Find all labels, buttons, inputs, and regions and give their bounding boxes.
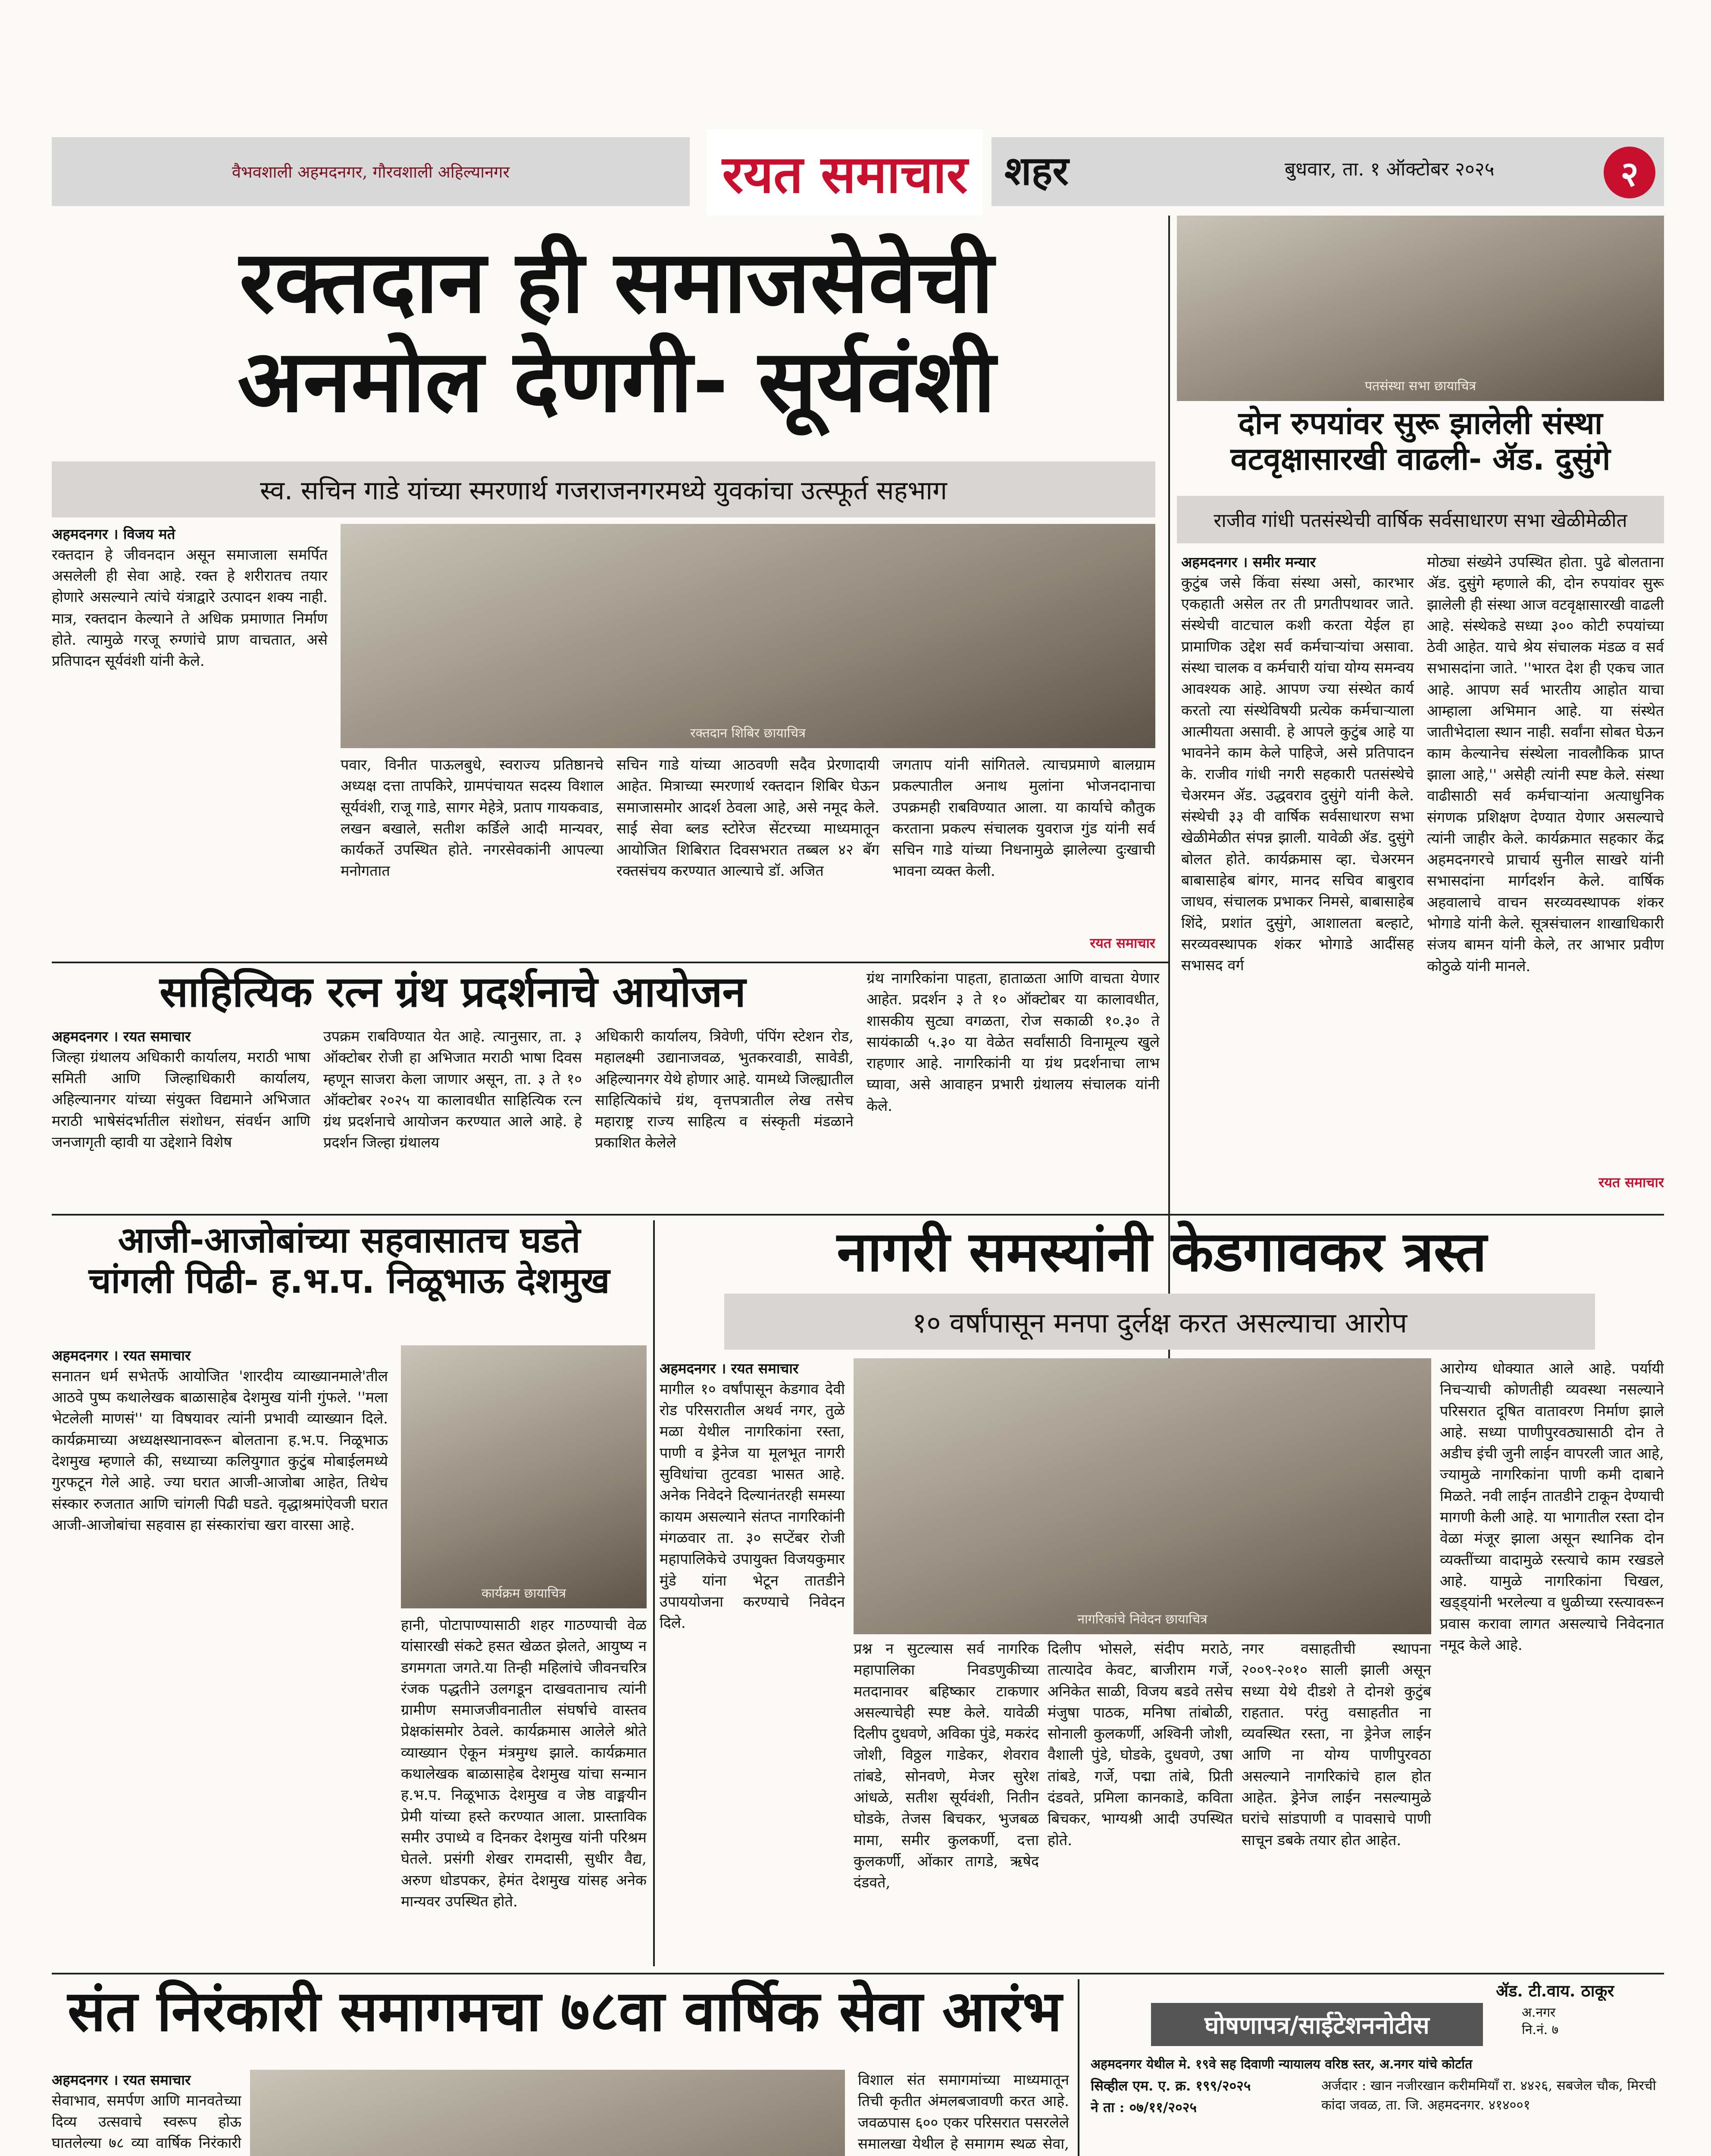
art2-subtitle: राजीव गांधी पतसंस्थेची वार्षिक सर्वसाधारण सभा खेळीमेळीत [1177,496,1664,543]
art6-photo [250,2070,845,2156]
art2-title [1177,405,1664,492]
art5-body3: दिलीप भोसले, संदीप मराठे, तात्यादेव केवट, बाजीराम गर्जे, अनिकेत साळी, विजय बडवे तसेच मंजुषा पाठक, मनिषा तांबोळी, सोनाली कुलकर्णी, अश्विनी जोशी, वैशाली पुंडे, घोडके, दुधवणे, उषा तांबडे, गर्जे, पद्मा तांबे, प्रिती दंडवते, प्रमिला कानकाडे, कविता बिचकर, भाग्यश्री आदी उपस्थित होते. [1048,1640,1233,1849]
art2-body2: मोठ्या संख्येने उपस्थित होता. पुढे बोलताना ॲड. दुसुंगे म्हणाले की, दोन रुपयांवर सुरू झालेली ही संस्था आज वटवृक्षासारखी वाढली आहे. संस्थेकडे सध्या ३०० कोटी रुपयांच्या ठेवी आहेत. याचे श्रेय संचालक मंडळ व सर्व सभासदांना जाते. ''भारत देश ही एकच जात आहे. आपण सर्व भारतीय आहोत याचा आम्हाला अभिमान आहे. या संस्थेत जातीभेदाला स्थान नाही. सर्वांना सोबत घेऊन काम केल्यानेच संस्थेला नावलौकिक प्राप्त झाला आहे,'' असेही त्यांनी स्पष्ट केले. संस्था वाढीसाठी सर्व कर्मचाऱ्यांना अत्याधुनिक संगणक प्रशिक्षण देण्यात येणार असल्याचे त्यांनी जाहीर केले. कार्यक्रमात सहकार केंद्र अहमदनगरचे प्राचार्य सुनील साखरे यांनी सभासदांना मार्गदर्शन केले. वार्षिक अहवालाचे वाचन सरव्यवस्थापक शंकर भोगाडे यांनी केले. सूत्रसंचालन शाखाधिकारी संजय बामन यांनी केले, तर आभार प्रवीण कोठुळे यांनी मानले. [1427,554,1664,975]
art1-subtitle: स्व. सचिन गाडे यांच्या स्मरणार्थ गजराजनगरमध्ये युवकांचा उत्स्फूर्त सहभाग [52,461,1155,517]
divider [1078,1979,1079,2156]
art5-photo: नागरिकांचे निवेदन छायाचित्र [854,1358,1431,1634]
divider [52,1214,1664,1216]
masthead: रयत समाचार [707,129,983,216]
art3-col1 [52,1026,310,1207]
art1-body3: सचिन गाडे यांच्या आठवणी सदैव प्रेरणादायी आहेत. मित्राच्या स्मरणार्थ रक्तदान शिबिर घेऊन समाजासमोर आदर्श ठेवला आहे, असे नमूद केले. साई सेवा ब्लड स्टोरेज सेंटरच्या माध्यमातून आयोजित शिबिरात दिवसभरात तब्बल ४२ बॅग रक्तसंचय करण्यात आल्याचे डॉ. अजित [616,756,879,880]
art5-body4: नगर वसाहतीची स्थापना २००९-२०१० साली झाली असून सध्या येथे दीडशे ते दोनशे कुटुंब राहतात. परंतु वसाहतीत ना व्यवस्थित रस्ता, ना ड्रेनेज लाईन आणि ना योग्य पाणीपुरवठा असल्याने नागरिकांचे हाल होत आहेत. ड्रेनेज लाईन नसल्यामुळे घरांचे सांडपाणी व पावसाचे पाणी साचून डबके तयार होत आहेत. [1242,1640,1431,1849]
art4-col1 [52,1345,388,1966]
art4-title-line1: आजी-आजोबांच्या सहवासातच घडते [118,1220,581,1261]
art6-col1 [52,2070,241,2156]
art5-subtitle: १० वर्षांपासून मनपा दुर्लक्ष करत असल्याचा आरोप [724,1294,1595,1350]
art4-dateline: अहमदनगर । रयत समाचार [52,1347,191,1364]
notice-case-no: सिव्हील एम. ए. क्र. १९९/२०२५ [1091,2078,1251,2094]
art3-dateline: अहमदनगर । रयत समाचार [52,1028,191,1045]
art2-col1 [1181,552,1414,1190]
art1-photo: रक्तदान शिबिर छायाचित्र [341,524,1155,748]
art4-body1: सनातन धर्म सभेतर्फे आयोजित 'शारदीय व्याख्यानमाले'तील आठवे पुष्प कथालेखक बाळासाहेब देशमुख यांनी गुंफले. ''मला भेटलेली माणसं'' या विषयावर त्यांनी प्रभावी व्याख्यान दिले. कार्यक्रमाच्या अध्यक्षस्थानावरून बोलताना ह.भ.प. निळूभाऊ देशमुख म्हणाले की, सध्याच्या कलियुगात कुटुंब मोबाईलमध्ये गुरफटून गेले आहे. ज्या घरात आजी-आजोबा आहेत, तिथेच संस्कार रुजतात आणि चांगली पिढी घडते. वृद्धाश्रमांऐवजी घरात आजी-आजोबांचा सहवास हा संस्कारांचा खरा वारसा आहे. [52,1367,388,1534]
notice-box [1086,1979,1664,2156]
art3-title: साहित्यिक रत्न ग्रंथ प्रदर्शनाचे आयोजन [160,968,746,1017]
art1-title-line1: रक्तदान ही समाजसेवेची [239,233,994,332]
art5-dateline: अहमदनगर । रयत समाचार [660,1360,799,1377]
issue-date: बुधवार, ता. १ ऑक्टोबर २०२५ [1285,158,1495,180]
art5-title: नागरी समस्यांनी केडगावकर त्रस्त [837,1220,1487,1284]
art2-title-line1: दोन रुपयांवर सुरू झालेली संस्था [1238,405,1603,441]
art1-body1: रक्तदान हे जीवनदान असून समाजाला समर्पित असलेली ही सेवा आहे. रक्त हे शरीरातच तयार होणारे असल्याने त्यांचे यंत्राद्वारे उत्पादन शक्य नाही. मात्र, रक्तदान केल्याने ते अधिक प्रमाणात निर्माण होते. त्यामुळे गरजू रुग्णांचे प्राण वाचतात, असे प्रतिपादन सूर्यवंशी यांनी केले. [52,546,328,670]
divider [52,1973,1664,1974]
art1-col1 [52,524,328,955]
art2-body1: कुटुंब जसे किंवा संस्था असो, कारभार एकहाती असेल तर ती प्रगतीपथावर जाते. संस्थेची वाटचाल कशी करता येईल हा प्रामाणिक उद्देश सर्व कर्मचाऱ्यांचा असावा. संस्था चालक व कर्मचारी यांचा योग्य समन्वय आवश्यक आहे. आपण ज्या संस्थेत कार्य करतो त्या संस्थेविषयी प्रत्येक कर्मचाऱ्याला आत्मीयता असावी. हे आपले कुटुंब आहे या भावनेने काम केले पाहिजे, असे प्रतिपादन के. राजीव गांधी नगरी सहकारी पतसंस्थेचे चेअरमन ॲड. उद्धवराव दुसुंगे यांनी केले. संस्थेची ३३ वी वार्षिक सर्वसाधारण सभा खेळीमेळीत संपन्न झाली. यावेळी ॲड. दुसुंगे बोलत होते. कार्यक्रमास व्हा. चेअरमन बाबासाहेब बांगर, मानद सचिव बाबुराव जाधव, संचालक प्रभाकर निमसे, बाबासाहेब शिंदे, प्रशांत दुसुंगे, आशालता बल्हाटे, सरव्यवस्थापक शंकर भोगाडे आदींसह सभासद वर्ग [1181,574,1414,975]
art1-dateline: अहमदनगर । विजय मते [52,526,175,542]
art3-body1: जिल्हा ग्रंथालय अधिकारी कार्यालय, मराठी भाषा समिती आणि जिल्हाधिकारी कार्यालय, अहिल्यानगर यांच्या संयुक्त विद्यमाने अभिजात मराठी भाषेसंदर्भातील संशोधन, संवर्धन आणि जनजागृती व्हावी या उद्देशाने विशेष [52,1048,310,1151]
art1-title-line2: अनमोल देणगी- सूर्यवंशी [237,331,996,432]
art2-title-line2: वटवृक्षासारखी वाढली- ॲड. दुसुंगे [1230,440,1611,477]
art3-body2: उपक्रम राबविण्यात येत आहे. त्यानुसार, ता. ३ ऑक्टोबर रोजी हा अभिजात मराठी भाषा दिवस म्हणून साजरा केला जाणार असून, ता. ३ ते १० ऑक्टोबर २०२५ या कालावधीत साहित्यिक रत्न ग्रंथ प्रदर्शनाचे आयोजन करण्यात आले आहे. हे प्रदर्शन जिल्हा ग्रंथालय [323,1028,582,1152]
notice-advocate-code: नि.नं. ७ [1522,2022,1559,2037]
art5-body2: प्रश्न न सुटल्यास सर्व नागरिक महापालिका निवडणुकीच्या मतदानावर बहिष्कार टाकणार असल्याचेही स्पष्ट केले. यावेळी दिलीप दुधवणे, अविका पुंडे, मकरंद जोशी, विठ्ठल गाडेकर, शेवराव तांबडे, सोनवणे, मेजर सुरेश आंधळे, सतीश सूर्यवंशी, नितीन घोडके, तेजस बिचकर, भुजबळ मामा, समीर कुलकर्णी, दत्ता कुलकर्णी, ओंकार तागडे, ऋषेद दंडवते, [854,1640,1039,1892]
art1-body2: पवार, विनीत पाऊलबुधे, स्वराज्य प्रतिष्ठानचे अध्यक्ष दत्ता तापकिरे, ग्रामपंचायत सदस्य विशाल सूर्यवंशी, राजू गाडे, सागर मेहेत्रे, प्रताप गायकवाड, लखन बखाले, सतीश कर्डिले आदी मान्यवर, कार्यकर्ते उपस्थित होते. नगरसेवकांनी आपल्या मनोगतात [341,756,604,880]
art1-byline: रयत समाचार [1090,935,1155,951]
section-category: शहर [1004,147,1069,194]
art5-body5: आरोग्य धोक्यात आले आहे. पर्यायी निचऱ्याची कोणतीही व्यवस्था नसल्याने परिसरात दूषित वातावरण निर्माण झाले आहे. सध्या पाणीपुरवठ्यासाठी दोन ते अडीच इंची जुनी लाईन वापरली जात आहे, ज्यामुळे नागरिकांना पाणी कमी दाबाने मिळते. नवी लाईन तातडीने टाकून देण्याची मागणी केली आहे. या भागातील रस्ता दोन वेळा मंजूर झाला असून स्थानिक दोन व्यक्तींच्या वादामुळे रस्त्याचे काम रखडले आहे. यामुळे नागरिकांना चिखल, खड्ड्यांनी भरलेल्या व धुळीच्या रस्त्यावरून प्रवास करावा लागत असल्याचे निवेदनात नमूद केले आहे. [1440,1360,1664,1654]
art1-body4: जगताप यांनी सांगितले. त्याचप्रमाणे बालग्राम प्रकल्पातील अनाथ मुलांना भोजनदानाचा उपक्रमही राबविण्यात आला. या कार्याचे कौतुक करताना प्रकल्प संचालक युवराज गुंड यांनी सर्व सचिन गाडे यांच्या निधनामुळे झालेल्या दुःखाची भावना व्यक्त केली. [892,756,1155,880]
art4-title-line2: चांगली पिढी- ह.भ.प. निळूभाऊ देशमुख [88,1260,610,1302]
divider [1168,216,1170,1388]
notice-next-date: ने ता : ०७/११/२०२५ [1091,2099,1197,2115]
art6-dateline: अहमदनगर । रयत समाचार [52,2071,191,2088]
art3-body3: अधिकारी कार्यालय, त्रिवेणी, पंपिंग स्टेशन रोड, महालक्ष्मी उद्यानाजवळ, भुतकरवाडी, सावेडी, अहिल्यानगर येथे होणार आहे. यामध्ये जिल्ह्यातील साहित्यिकांचे ग्रंथ, वृत्तपत्रातील लेख तसेच महाराष्ट्र राज्य साहित्य व संस्कृती मंडळाने प्रकाशित केलेले [595,1028,854,1152]
divider [653,1220,655,1966]
page-number: २ [1604,147,1655,198]
art4-body2: हानी, पोटापाण्यासाठी शहर गाठण्याची वेळ यांसारखी संकटे हसत खेळत झेलते, आयुष्य न डगमगता जगते.या तिन्ही महिलांचे जीवनचरित्र रंजक पद्धतीने उलगडून दाखवतानाच त्यांनी ग्रामीण समाजजीवनातील संघर्षाचे वास्तव प्रेक्षकांसमोर ठेवले. कार्यक्रमास आलेले श्रोते व्याख्यान ऐकून मंत्रमुग्ध झाले. कार्यक्रमात कथालेखक बाळासाहेब देशमुख यांचा सन्मान ह.भ.प. निळूभाऊ देशमुख व जेष्ठ वाङ्मयीन प्रेमी यांच्या हस्ते करण्यात आला. प्रास्ताविक समीर उपाध्ये व दिनकर देशमुख यांनी परिश्रम घेतले. प्रसंगी शेखर रामदासी, सुधीर वैद्य, अरुण धोडपकर, हेमंत देशमुख यांसह अनेक मान्यवर उपस्थित होते. [401,1617,647,1910]
art4-title [52,1220,647,1332]
art4-photo: कार्यक्रम छायाचित्र [401,1345,647,1608]
art6-body5: विशाल संत समागमांच्या माध्यमातून तिची कृतीत अंमलबजावणी करत आहे. जवळपास ६०० एकर परिसरात पसरलेले समालखा येथील हे समागम स्थळ सेवा, [858,2071,1069,2153]
art1-title [65,233,1168,448]
notice-court: अहमदनगर येथील मे. १९वे सह दिवाणी न्यायालय वरिष्ठ स्तर, अ.नगर यांचे कोर्टात [1091,2057,1473,2072]
art5-col1 [660,1358,845,1639]
notice-advocate: ॲड. टी.वाय. ठाकूर [1496,1981,1614,2000]
art2-dateline: अहमदनगर । समीर मन्यार [1181,554,1316,570]
notice-applicant: अर्जदार : खान नजीरखान करीममियाँ रा. ४४२६, सबजेल चौक, मिरची कांदा जवळ, ता. जि. अहमदनगर. ४१४००१ [1321,2078,1656,2113]
art2-photo: पतसंस्था सभा छायाचित्र [1177,216,1664,401]
notice-title: घोषणापत्र/साईटेशननोटीस [1151,2003,1483,2046]
header-tagline: वैभवशाली अहमदनगर, गौरवशाली अहिल्यानगर [52,137,690,206]
divider [52,962,1168,963]
art2-byline: रयत समाचार [1598,1174,1664,1191]
art5-body1: मागील १० वर्षांपासून केडगाव देवी रोड परिसरातील अथर्व नगर, तुळे मळा येथील नागरिकांना रस्ता, पाणी व ड्रेनेज या मूलभूत नागरी सुविधांचा तुटवडा भासत आहे. अनेक निवेदने दिल्यानंतरही समस्या कायम असल्याने संतप्त नागरिकांनी मंगळवार ता. ३० सप्टेंबर रोजी महापालिकेचे उपायुक्त विजयकुमार मुंडे यांना भेटून तातडीने उपाययोजना करण्याचे निवेदन दिले. [660,1380,845,1632]
notice-advocate-place: अ.नगर [1522,2005,1556,2020]
art6-title: संत निरंकारी समागमचा ७८वा वार्षिक सेवा आरंभ [67,1979,1062,2044]
art6-body1: सेवाभाव, समर्पण आणि मानवतेच्या दिव्य उत्सवाचे स्वरूप होऊ घातलेल्या ७८ व्या वार्षिक निरंकारी [52,2092,241,2152]
art3-body4: ग्रंथ नागरिकांना पाहता, हाताळता आणि वाचता येणार आहेत. प्रदर्शन ३ ते १० ऑक्टोबर या कालावधीत, शासकीय सुट्या वगळता, रोज सकाळी १०.३० ते सायंकाळी ५.३० या वेळेत सर्वांसाठी विनामूल्य खुले राहणार आहे. नागरिकांनी या ग्रंथ प्रदर्शनाचा लाभ घ्यावा, असे आवाहन प्रभारी ग्रंथालय संचालक यांनी केले. [866,970,1160,1115]
